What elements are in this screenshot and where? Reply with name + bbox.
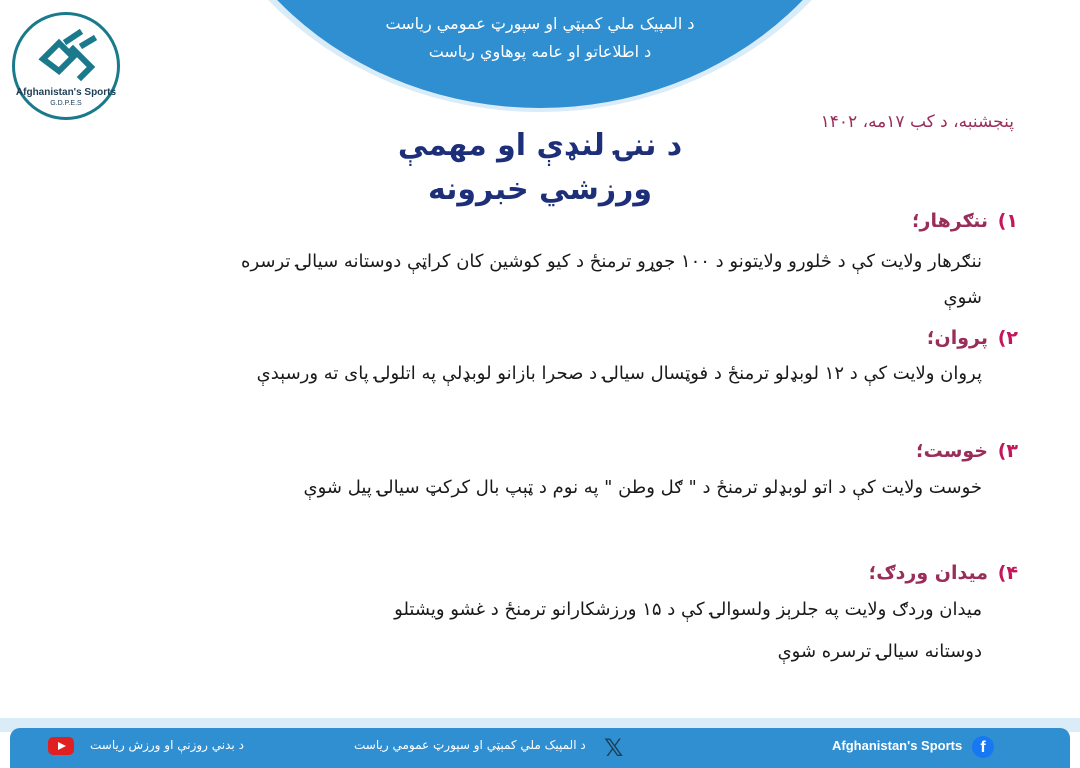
facebook-page-text[interactable]: Afghanistan's Sports <box>832 738 963 753</box>
item-heading-3 <box>916 440 988 462</box>
item-heading-text-2: پروان؛ <box>926 327 988 349</box>
item-body-3 <box>82 470 982 506</box>
header-line-2: د اطلاعاتو او عامه پوهاوي رياست <box>428 42 652 61</box>
logo-name: Afghanistan's Sports <box>15 87 117 98</box>
youtube-icon[interactable] <box>48 737 74 755</box>
header-text <box>250 10 830 66</box>
page-title <box>380 124 700 212</box>
item-heading-text-1: ننګرهار؛ <box>911 210 988 232</box>
title-line-1: د ننۍ لنډې او مهمې <box>397 128 683 163</box>
header-line-1: د المپيک ملي کمېټي او سپورټ عمومي رياست <box>385 14 695 33</box>
item-number-3: (۳ <box>997 440 1018 462</box>
x-account-text[interactable]: د المپيک ملي کمېټي او سپورټ عمومي رياست <box>354 738 586 752</box>
item-number-1: (۱ <box>997 210 1018 232</box>
logo <box>12 12 120 120</box>
item-body-3-line-1: خوست ولایت کې د اتو لوبډلو ترمنځ د " ګل وطن " په نوم د ټېپ بال کرکټ سیالۍ پیل شوې <box>303 477 982 498</box>
item-body-4-line-2: دوستانه سیالۍ ترسره شوې <box>777 641 982 662</box>
item-heading-text-3: خوست؛ <box>915 440 988 462</box>
item-body-1-line-1: ننګرهار ولایت کې د څلورو ولایتونو د ۱۰۰ جوړو ترمنځ د کیو کوشین کان کراټې دوستانه سیالۍ ترسره <box>241 251 982 272</box>
item-body-1-line-2: شوې <box>943 287 982 308</box>
item-heading-1 <box>912 210 988 232</box>
x-icon[interactable]: 𝕏 <box>604 734 624 762</box>
item-body-2-line-1: پروان ولایت کې د ۱۲ لوبډلو ترمنځ د فوټسال سیالۍ د صحرا بازانو لوبډلې په اتلولۍ پای ته ورسېدې <box>256 363 982 384</box>
item-heading-2 <box>927 327 988 349</box>
item-body-4-line-1: میدان وردګ ولایت په جلرېز ولسوالۍ کې د ۱۵ ورزشکارانو ترمنځ د غشو ویشتلو <box>394 599 982 620</box>
item-heading-4 <box>869 562 988 584</box>
item-number-2: (۲ <box>997 327 1018 349</box>
item-body-1 <box>82 244 982 316</box>
title-line-2: ورزشي خبرونه <box>427 172 653 207</box>
logo-mark-icon <box>37 29 97 85</box>
item-body-4 <box>82 592 982 670</box>
item-number-4: (۴ <box>997 562 1018 584</box>
item-body-2 <box>82 356 982 392</box>
facebook-icon[interactable]: f <box>972 736 994 758</box>
logo-subtitle: G.D.P.E.S <box>50 100 82 107</box>
youtube-channel-text[interactable]: د بدني روزنې او ورزش رياست <box>90 738 244 752</box>
date: پنجشنبه، د کب ۱۷مه، ۱۴۰۲ <box>820 112 1014 132</box>
item-heading-text-4: میدان وردګ؛ <box>868 562 988 584</box>
